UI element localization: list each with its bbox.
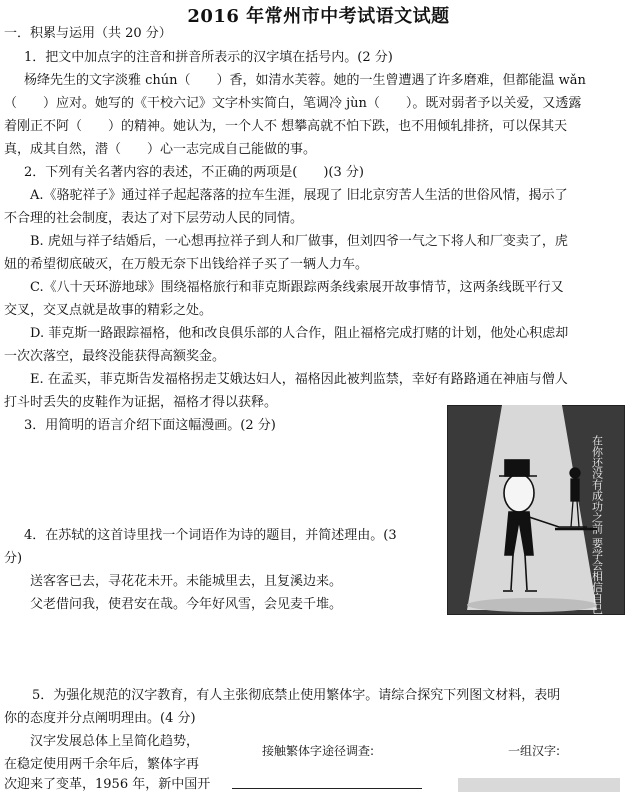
q4-poem-line: 送客客已去，寻花花未开。未能城里去，且复溪边来。 xyxy=(30,574,343,589)
q2-option-b-cont: 妞的希望彻底破灭，在万般无奈下出钱给祥子买了一辆人力车。 xyxy=(4,257,369,272)
chart-top-rule xyxy=(232,788,422,789)
q2-option-b: B. 虎妞与祥子结婚后，一心想再拉祥子到人和厂做事，但刘四爷一气之下将人和厂变卖了，虎 xyxy=(30,234,568,249)
char-group-image xyxy=(458,778,620,792)
q5-text-line: 汉字发展总体上呈简化趋势， xyxy=(30,734,200,749)
q2-option-d-cont: 一次次落空，最终没能获得高额奖金。 xyxy=(4,349,226,364)
q2-option-c-cont: 交叉，交叉点就是故事的精彩之处。 xyxy=(4,303,213,318)
q4-prompt: 4．在苏轼的这首诗里找一个词语作为诗的题目，并简述理由。(3 xyxy=(24,528,397,543)
q2-option-e: E. 在孟买，菲克斯告发福格拐走艾娥达妇人，福格因此被判监禁，幸好有路路通在神庙与僧人 xyxy=(30,372,568,387)
q2-option-a: A.《骆驼祥子》通过祥子起起落落的拉车生涯，展现了 旧北京穷苦人生活的世俗风情，揭示了 xyxy=(30,188,568,203)
q5-text-line: 在稳定使用两千余年后，繁体字再 xyxy=(4,757,200,772)
q5-prompt: 5．为强化规范的汉字教育，有人主张彻底禁止使用繁体字。请综合探究下列图文材料，表明 xyxy=(32,688,561,703)
q1-text-line: （ ）应对。她写的《干校六记》文字朴实简白，笔调冷 jùn（ ）。既对弱者予以关爱，又透露 xyxy=(4,96,582,111)
q2-option-c: C.《八十天环游地球》围绕福格旅行和菲克斯跟踪两条线索展开故事情节，这两条线既平行又 xyxy=(30,280,564,295)
q4-poem-line: 父老借问我，使君安在哉。今年好风雪，会见麦千堆。 xyxy=(30,597,343,612)
char-group-label: 一组汉字: xyxy=(508,744,561,758)
q2-prompt: 2．下列有关名著内容的表述，不正确的两项是( )(3 分) xyxy=(24,165,364,180)
survey-label: 接触繁体字途径调查: xyxy=(262,744,375,758)
q1-text-line: 着刚正不阿（ ）的精神。她认为，一个人不 想攀高就不怕下跌，也不用倾轧排挤，可以保其天 xyxy=(4,119,568,134)
q1-prompt: 1．把文中加点字的注音和拼音所表示的汉字填在括号内。(2 分) xyxy=(24,50,393,65)
cartoon-image xyxy=(447,405,625,615)
q3-prompt: 3．用简明的语言介绍下面这幅漫画。(2 分) xyxy=(24,418,276,433)
q1-text-line: 真，成其自然，潜（ ）心一志完成自己能做的事。 xyxy=(4,142,317,157)
q1-text-line: 杨绛先生的文字淡雅 chún（ ）香，如清水芙蓉。她的一生曾遭遇了许多磨难，但都能温 wǎn xyxy=(24,73,586,88)
q2-option-e-cont: 打斗时丢失的皮鞋作为证据，福格才得以获释。 xyxy=(4,395,278,410)
q2-option-d: D. 菲克斯一路跟踪福格，他和改良俱乐部的人合作，阻止福格完成打赌的计划，他处心积虑却 xyxy=(30,326,569,341)
q5-prompt-cont: 你的态度并分点阐明理由。(4 分) xyxy=(4,711,196,726)
page-title: 2016 年常州市中考试语文试题 xyxy=(187,6,450,27)
q2-option-a-cont: 不合理的社会制度，表达了对下层劳动人民的同情。 xyxy=(4,211,304,226)
q4-prompt-cont: 分) xyxy=(4,551,23,566)
section-heading: 一．积累与运用（共 20 分） xyxy=(4,26,172,41)
q5-text-line: 次迎来了变革，1956 年，新中国开 xyxy=(4,777,211,792)
cartoon-caption: 在你还没有成功之前 要学会相信自己 xyxy=(590,435,604,615)
